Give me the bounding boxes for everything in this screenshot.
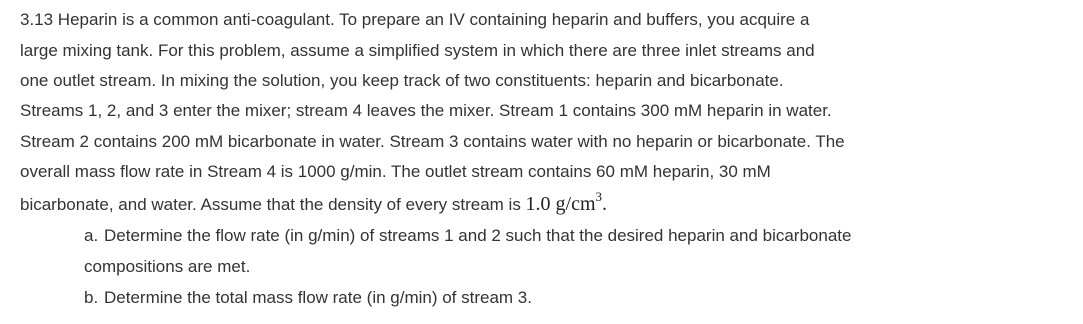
part-a-line-1: Determine the flow rate (in g/min) of streams 1 and 2 such that the desired heparin and bicarbonate xyxy=(104,226,852,245)
problem-line-6: overall mass flow rate in Stream 4 is 1000 g/min. The outlet stream contains 60 mM heparin, 30 mM xyxy=(20,162,771,181)
problem-line-2: large mixing tank. For this problem, assume a simplified system in which there are three inlet streams and xyxy=(20,41,815,60)
density-expression xyxy=(525,189,608,215)
problem-line-3: one outlet stream. In mixing the solution, you keep track of two constituents: heparin and bicarbonate. xyxy=(20,71,784,90)
density-exponent: 3 xyxy=(595,189,603,204)
problem-line-1: 3.13 Heparin is a common anti-coagulant. To prepare an IV containing heparin and buffers, you acquire a xyxy=(20,10,810,29)
density-period: . xyxy=(602,193,608,215)
part-a-marker: a. xyxy=(84,226,99,245)
problem-line-5: Stream 2 contains 200 mM bicarbonate in water. Stream 3 contains water with no heparin or bicarbonate. The xyxy=(20,132,845,151)
part-b-line-1: Determine the total mass flow rate (in g/min) of stream 3. xyxy=(104,288,532,307)
problem-line-7-text: bicarbonate, and water. Assume that the density of every stream is xyxy=(20,195,526,214)
part-a-line-2: compositions are met. xyxy=(84,257,251,276)
part-a-continuation xyxy=(84,257,250,277)
density-value: 1.0 g/cm xyxy=(525,193,596,215)
problem-line-7 xyxy=(20,189,608,215)
part-b xyxy=(20,288,532,308)
problem-line-4: Streams 1, 2, and 3 enter the mixer; stream 4 leaves the mixer. Stream 1 contains 300 mM heparin in water. xyxy=(20,101,832,120)
part-b-marker: b. xyxy=(84,288,99,307)
part-a xyxy=(20,226,851,246)
